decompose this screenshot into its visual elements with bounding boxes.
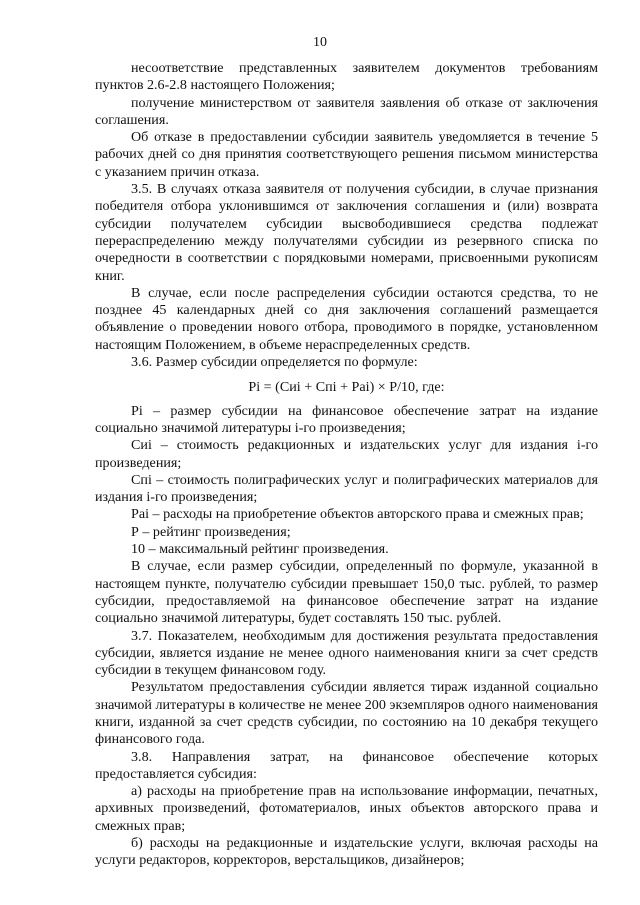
definition-rating: Р – рейтинг произведения; [131, 523, 291, 540]
paragraph-remaining-funds: В случае, если после распределения субсидии остаются средства, то не позднее 45 календарных дней со дня заключения соглашений размещается объявление о проведении нового отбора, проводимого в порядке, установленном настоящим Положением, в объеме нераспределенных средств. [95, 284, 598, 353]
page-number: 10 [313, 35, 327, 50]
definition-ra: Раi – расходы на приобретение объектов авторского права и смежных прав; [131, 506, 584, 523]
definition-max-rating: 10 – максимальный рейтинг произведения. [131, 541, 389, 558]
list-item-b: б) расходы на редакционные и издательские услуги, включая расходы на услуги редакторов, корректоров, верстальщиков, дизайнеров; [95, 835, 598, 869]
paragraph-nonconformity: несоответствие представленных заявителем документов требованиям пунктов 2.6-2.8 настоящего Положения; [95, 60, 598, 94]
definition-pi: Pi – размер субсидии на финансовое обеспечение затрат на издание социально значимой литературы i-го произведения; [95, 402, 598, 436]
paragraph-3-7: 3.7. Показателем, необходимым для достижения результата предоставления субсидии, является издание не менее одного наименования книги за счет средств субсидии в текущем финансовом году. [95, 627, 598, 679]
paragraph-3-8: 3.8. Направления затрат, на финансовое обеспечение которых предоставляется субсидия: [95, 748, 598, 782]
document-body [95, 60, 598, 870]
subsidy-formula: Pi = (Сиi + Спi + Раi) × Р/10, где: [248, 379, 445, 396]
paragraph-3-6: 3.6. Размер субсидии определяется по формуле: [131, 354, 418, 371]
paragraph-result: Результатом предоставления субсидии является тираж изданной социально значимой литературы в количестве не менее 200 экземпляров одного наименования книги, изданной за счет средств субсидии, по состоянию на 10 декабря текущего финансового года. [95, 679, 598, 748]
definition-si: Сиi – стоимость редакционных и издательских услуг для издания i-го произведения; [95, 437, 598, 471]
paragraph-refusal-notice: Об отказе в предоставлении субсидии заявитель уведомляется в течение 5 рабочих дней со дня принятия соответствующего решения письмом министерства с указанием причин отказа. [95, 129, 598, 180]
paragraph-subsidy-limit: В случае, если размер субсидии, определенный по формуле, указанной в настоящем пункте, получателю субсидии превышает 150,0 тыс. рублей, то размер субсидии, предоставляемой на финансовое обеспечение затрат на издание социально значимой литературы, будет составлять 150 тыс. рублей. [95, 558, 598, 627]
paragraph-refusal-application: получение министерством от заявителя заявления об отказе от заключения соглашения. [95, 94, 598, 128]
paragraph-3-5: 3.5. В случаях отказа заявителя от получения субсидии, в случае признания победителя отбора уклонившимся от заключения соглашения и (или) возврата субсидии получателем субсидии высвободившиеся средства подлежат перераспределению между получателями субсидии из резервного списка по очередности в соответствии с порядковыми номерами, присвоенными рукописям книг. [95, 181, 598, 284]
definition-sp: Спi – стоимость полиграфических услуг и полиграфических материалов для издания i-го произведения; [95, 471, 598, 506]
list-item-a: а) расходы на приобретение прав на использование информации, печатных, архивных произведений, фотоматериалов, иных объектов авторского права и смежных прав; [95, 783, 598, 834]
